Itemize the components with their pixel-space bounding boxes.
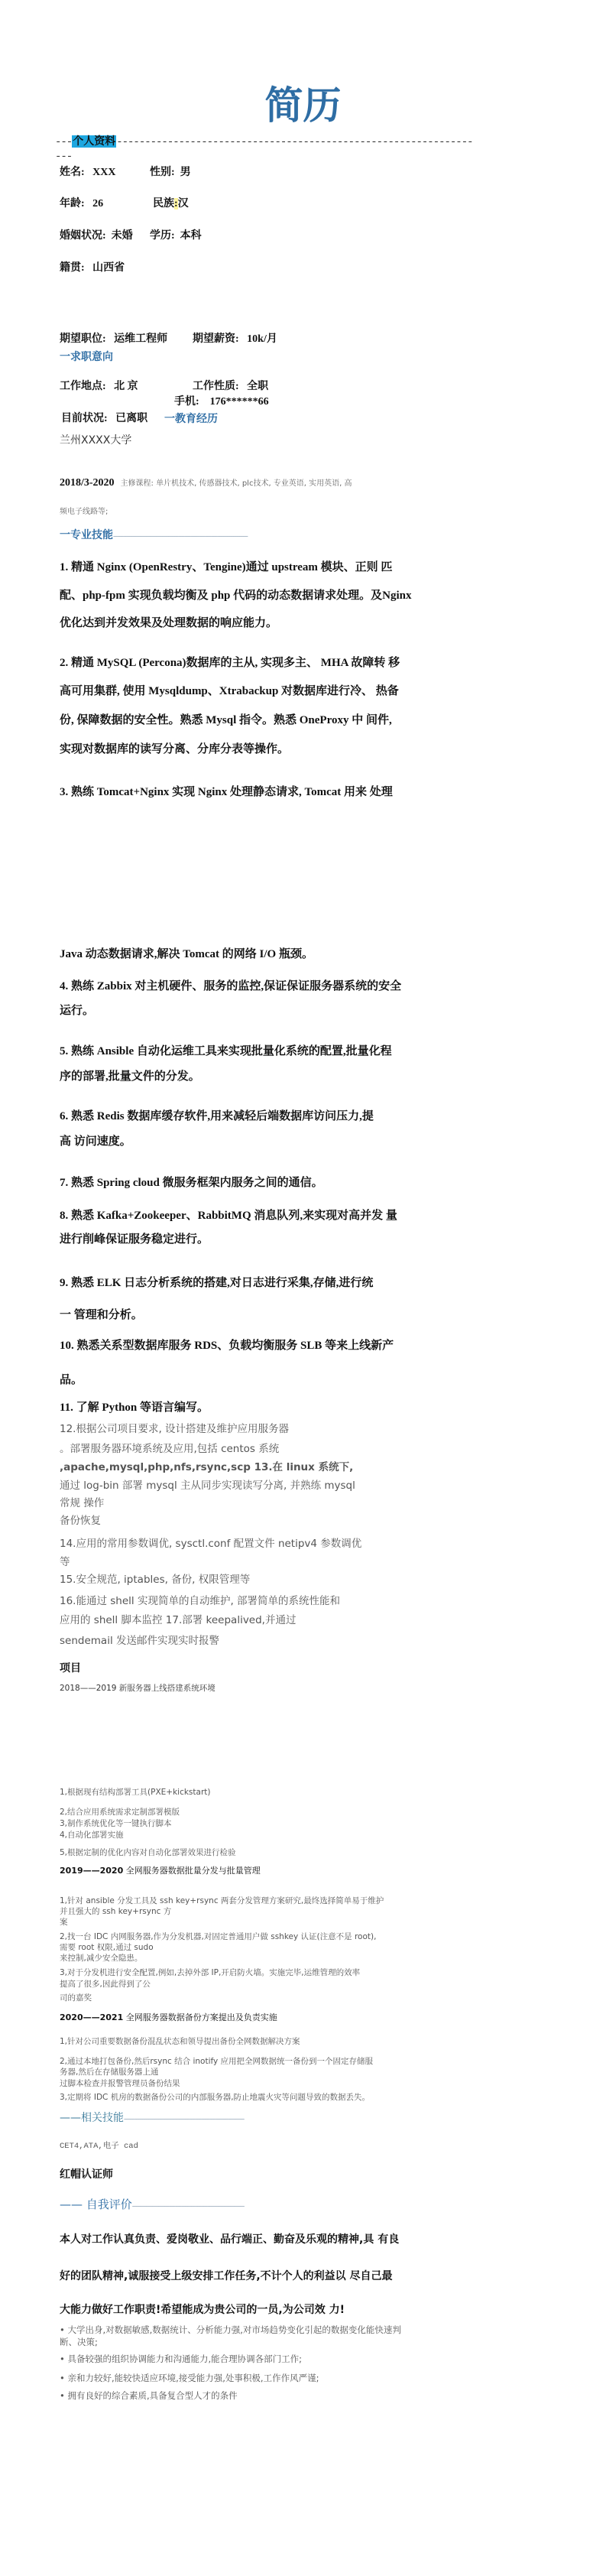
- project-name: 全网服务器数据批量分发与批量管理: [125, 1866, 261, 1876]
- self-eval-section-header: [60, 2198, 244, 2213]
- project-line: 2,结合应用系统需求定制部署模版: [60, 1808, 180, 1817]
- label: 婚姻状况:: [60, 230, 106, 242]
- bullet-item: • 大学出身,对数据敏感,数据统计、分析能力强,对市场趋势变化引起的数据变化能快速判: [60, 2324, 401, 2335]
- skill-extra-line: 常规 操作: [60, 1497, 105, 1509]
- bullet-item: • 亲和力较好,能较快适应环境,接受能力强,处事积极,工作作风严谨;: [60, 2373, 319, 2383]
- self-eval-line: 本人对工作认真负责、爱岗敬业、品行端正、勤奋及乐观的精神,具 有良: [60, 2233, 400, 2246]
- related-skills-text: CET4,ATA,电子 cad: [60, 2142, 138, 2151]
- skill-line: 优化达到并发效果及处理数据的响应能力。: [60, 617, 278, 629]
- project-line: 并且强大的 ssh key+rsync 方: [60, 1907, 172, 1916]
- school: 兰州XXXX大学: [60, 434, 132, 447]
- label: 期望薪资:: [193, 333, 239, 345]
- project-line: 务器,然后在存储服务器上通: [60, 2068, 159, 2077]
- skill-line: 1. 精通 Nginx (OpenRestry、Tengine)通过 upstream 模块、正则 匹: [60, 561, 393, 573]
- education-value: 本科: [180, 230, 202, 242]
- skill-line: 3. 熟练 Tomcat+Nginx 实现 Nginx 处理静态请求, Tomcat 用来 处理: [60, 786, 393, 798]
- bullet-text: 亲和力较好,能较快适应环境,接受能力强,处事积极,工作作风严谨;: [67, 2373, 319, 2383]
- skill-line: 品。: [60, 1374, 83, 1386]
- bullet-text: 大学出身,对数据敏感,数据统计、分析能力强,对市场趋势变化引起的数据变化能快速判: [67, 2324, 401, 2335]
- salary-row: [193, 333, 277, 346]
- projects-header: 项目: [60, 1662, 81, 1675]
- education-header: 一教育经历: [164, 413, 218, 425]
- divider: ---: [55, 151, 73, 163]
- education-level-row: [150, 230, 202, 242]
- self-eval-line: 好的团队精神,诚服接受上级安排工作任务,不计个人的利益以 尽自己最: [60, 2270, 393, 2282]
- age-value: 26: [92, 198, 104, 210]
- page-title: 简历: [264, 83, 342, 128]
- project-line: 1,根据现有结构部署工具(PXE+kickstart): [60, 1788, 211, 1797]
- personal-section-header: ---个人资料---------------------------------------------------------------: [55, 135, 473, 148]
- skill-extra-line: 14.应用的常用参数调优, sysctl.conf 配置文件 netipv4 参数调优: [60, 1538, 362, 1550]
- project-title: [60, 1866, 261, 1876]
- label: 年龄:: [60, 198, 85, 210]
- label: 期望职位:: [60, 333, 106, 345]
- skill-extra-line: 12.根据公司项目要求, 设计搭建及维护应用服务器: [60, 1423, 290, 1435]
- project-line: 1,针对 ansible 分发工具及 ssh key+rsync 两套分发管理方案研究,最终选择简单易于维护: [60, 1896, 384, 1905]
- highlight: :: [174, 198, 178, 210]
- status-row: [61, 413, 147, 425]
- skill-extra-line: 16.能通过 shell 实现简单的自动维护, 部署简单的系统性能和: [60, 1595, 341, 1607]
- label: 籍贯:: [60, 262, 85, 274]
- education-period-row: [60, 476, 352, 490]
- label: 目前状况:: [61, 413, 108, 424]
- skill-extra-line: ,apache,mysql,php,nfs,rsync,scp 13.在 linux 系统下,: [60, 1461, 354, 1473]
- project-line: 来控制,减少安全隐患。: [60, 1954, 143, 1963]
- bullet-text: 拥有良好的综合素质,具备复合型人才的条件: [67, 2390, 238, 2401]
- skills-section-header: [60, 528, 248, 543]
- project-title: 2018——2019 新服务器上线搭建系统环境: [60, 1684, 216, 1693]
- hometown-row: [60, 262, 125, 274]
- period: 2018/3-2020: [60, 477, 115, 489]
- divider: -------------------------------------------------------: [131, 2201, 245, 2211]
- skill-extra-line: 通过 log-bin 部署 mysql 主从同步实现读写分离, 并熟练 mysql: [60, 1480, 355, 1492]
- name-value: XXX: [92, 167, 116, 178]
- skill-line: 11. 了解 Python 等语言编写。: [60, 1402, 209, 1414]
- project-line: 需要 root 权限,通过 sudo: [60, 1943, 154, 1952]
- project-line: 3,定期将 IDC 机房的数据备份公司的内部服务器,防止地震火灾等问题导致的数据丢失。: [60, 2093, 371, 2102]
- skill-line: 序的部署,批量文件的分发。: [60, 1070, 200, 1083]
- project-years: 2019——2020: [60, 1866, 124, 1876]
- project-line: 2,通过本地打包备份,然后rsync 结合 inotify 应用把全网数据统一备份到一个固定存储服: [60, 2057, 374, 2066]
- project-title: [60, 2012, 277, 2022]
- gender-row: [150, 167, 191, 179]
- skill-line: 8. 熟悉 Kafka+Zookeeper、RabbitMQ 消息队列,来实现对高并发 量: [60, 1210, 397, 1222]
- divider: -----------------------------------------------------------: [124, 2114, 245, 2123]
- marital-row: [60, 230, 133, 242]
- age-row: [60, 198, 103, 210]
- skill-line: 一 管理和分析。: [60, 1309, 143, 1321]
- skill-line: 4. 熟练 Zabbix 对主机硬件、服务的监控,保证保证服务器系统的安全: [60, 980, 402, 992]
- skill-line: 9. 熟悉 ELK 日志分析系统的搭建,对日志进行采集,存储,进行统: [60, 1277, 374, 1289]
- courses-cont: 频电子线路等;: [60, 508, 109, 516]
- project-line: 5,根据定制的优化内容对自动化部署效果进行检验: [60, 1848, 236, 1857]
- location-value: 北 京: [114, 381, 138, 392]
- phone-value: 176******66: [209, 396, 269, 408]
- related-skills-section-header: [60, 2111, 244, 2126]
- position-value: 运维工程师: [114, 333, 168, 345]
- project-line: 1,针对公司重要数据备份混乱状态和领导提出备份全网数据解决方案: [60, 2037, 300, 2046]
- bullet-item: • 拥有良好的综合素质,具备复合型人才的条件: [60, 2390, 238, 2401]
- label: 姓名:: [60, 167, 85, 178]
- label: 工作地点:: [60, 381, 106, 392]
- project-name: 全网服务器数据备份方案提出及负责实施: [125, 2012, 277, 2022]
- skills-header: 一专业技能: [60, 529, 113, 541]
- status-value: 已离职: [115, 413, 148, 424]
- project-line: 3,对于分发机进行安全配置,例如,去掉外部 IP,开启防火墙。实施完毕,运维管理的效率: [60, 1968, 361, 1977]
- location-row: [60, 381, 138, 393]
- label: 民族: [153, 198, 174, 210]
- project-years: 2020——2021: [60, 2012, 124, 2022]
- label: 手机:: [174, 396, 199, 408]
- skill-line: 配、php-fpm 实现负载均衡及 php 代码的动态数据请求处理。及Nginx: [60, 590, 412, 602]
- label: 性别:: [150, 167, 175, 178]
- project-line: 4,自动化部署实施: [60, 1830, 124, 1840]
- skill-line: 2. 精通 MySQL (Percona)数据库的主从, 实现多主、 MHA 故障转 移: [60, 657, 400, 669]
- project-line: 案: [60, 1918, 68, 1927]
- bullet-text: 断、决策;: [60, 2337, 98, 2347]
- courses: 主修课程: 单片机技术, 传感器技术, plc技术, 专业英语, 实用英语, 高: [120, 479, 352, 488]
- skill-line: 高可用集群, 使用 Mysqldump、Xtrabackup 对数据库进行冷、 热备: [60, 685, 399, 697]
- skill-extra-line: 15.安全规范, iptables, 备份, 权限管理等: [60, 1574, 251, 1586]
- self-eval-header: —— 自我评价: [60, 2198, 132, 2211]
- skill-extra-line: 。部署服务器环境系统及应用,包括 centos 系统: [60, 1443, 280, 1455]
- project-line: 2,找一台 IDC 内网服务器,作为分发机器,对固定普通用户做 sshkey 认证(注意不是 root),: [60, 1932, 377, 1941]
- personal-header: 个人资料: [73, 135, 116, 148]
- ethnicity-value: 汉: [177, 198, 189, 210]
- skill-line: 10. 熟悉关系型数据库服务 RDS、负载均衡服务 SLB 等来上线新产: [60, 1340, 394, 1352]
- job-type-row: [193, 381, 268, 393]
- intent-header: 一求职意向: [60, 351, 113, 363]
- gender-value: 男: [180, 167, 191, 178]
- project-line: 提高了很多,因此得到了公: [60, 1980, 151, 1989]
- bullet-item: • 具备较强的组织协调能力和沟通能力,能合理协调各部门工作;: [60, 2353, 302, 2364]
- divider: ------------------------------------------------------------------: [113, 531, 248, 541]
- skill-line: 5. 熟练 Ansible 自动化运维工具来实现批量化系统的配置,批量化程: [60, 1045, 392, 1057]
- skill-line: 进行削峰保证服务稳定进行。: [60, 1233, 209, 1246]
- project-line: 司的嘉奖: [60, 1993, 92, 2003]
- marital-value: 未婚: [111, 230, 133, 242]
- skill-extra-line: 等: [60, 1556, 70, 1568]
- self-eval-line: 大能力做好工作职责!希望能成为贵公司的一员,为公司效 力!: [60, 2304, 345, 2316]
- name-row: [60, 167, 116, 179]
- certification: 红帽认证师: [60, 2168, 113, 2181]
- skill-extra-line: sendemail 发送邮件实现实时报警: [60, 1635, 219, 1647]
- related-skills-header: ——相关技能: [60, 2112, 124, 2124]
- phone-row: [174, 396, 269, 408]
- hometown-value: 山西省: [92, 262, 125, 274]
- skill-line: 实现对数据库的读写分离、分库分表等操作。: [60, 743, 290, 755]
- skill-extra-line: 应用的 shell 脚本监控 17.部署 keepalived,并通过: [60, 1614, 297, 1626]
- skill-line: 份, 保障数据的安全性。熟悉 Mysql 指令。熟悉 OneProxy 中 间件,: [60, 714, 392, 726]
- skill-line: 运行。: [60, 1005, 95, 1017]
- skill-line: 高 访问速度。: [60, 1135, 131, 1148]
- project-line: 过脚本检查并报警管理员备份结果: [60, 2079, 180, 2088]
- job-type-value: 全职: [247, 381, 269, 392]
- skill-line: 6. 熟悉 Redis 数据库缓存软件,用来减轻后端数据库访问压力,提: [60, 1110, 374, 1122]
- skill-extra-line: 备份恢复: [60, 1515, 101, 1527]
- ethnicity-row: [153, 198, 189, 210]
- project-line: 3,制作系统优化等一键执行脚本: [60, 1819, 172, 1828]
- skill-line: 7. 熟悉 Spring cloud 微服务框架内服务之间的通信。: [60, 1177, 323, 1189]
- skill-line: Java 动态数据请求,解决 Tomcat 的网络 I/O 瓶颈。: [60, 948, 313, 960]
- label: 学历:: [150, 230, 175, 242]
- label: 工作性质:: [193, 381, 239, 392]
- bullet-text: 具备较强的组织协调能力和沟通能力,能合理协调各部门工作;: [67, 2353, 302, 2364]
- salary-value: 10k/月: [247, 333, 277, 345]
- position-row: [60, 333, 167, 346]
